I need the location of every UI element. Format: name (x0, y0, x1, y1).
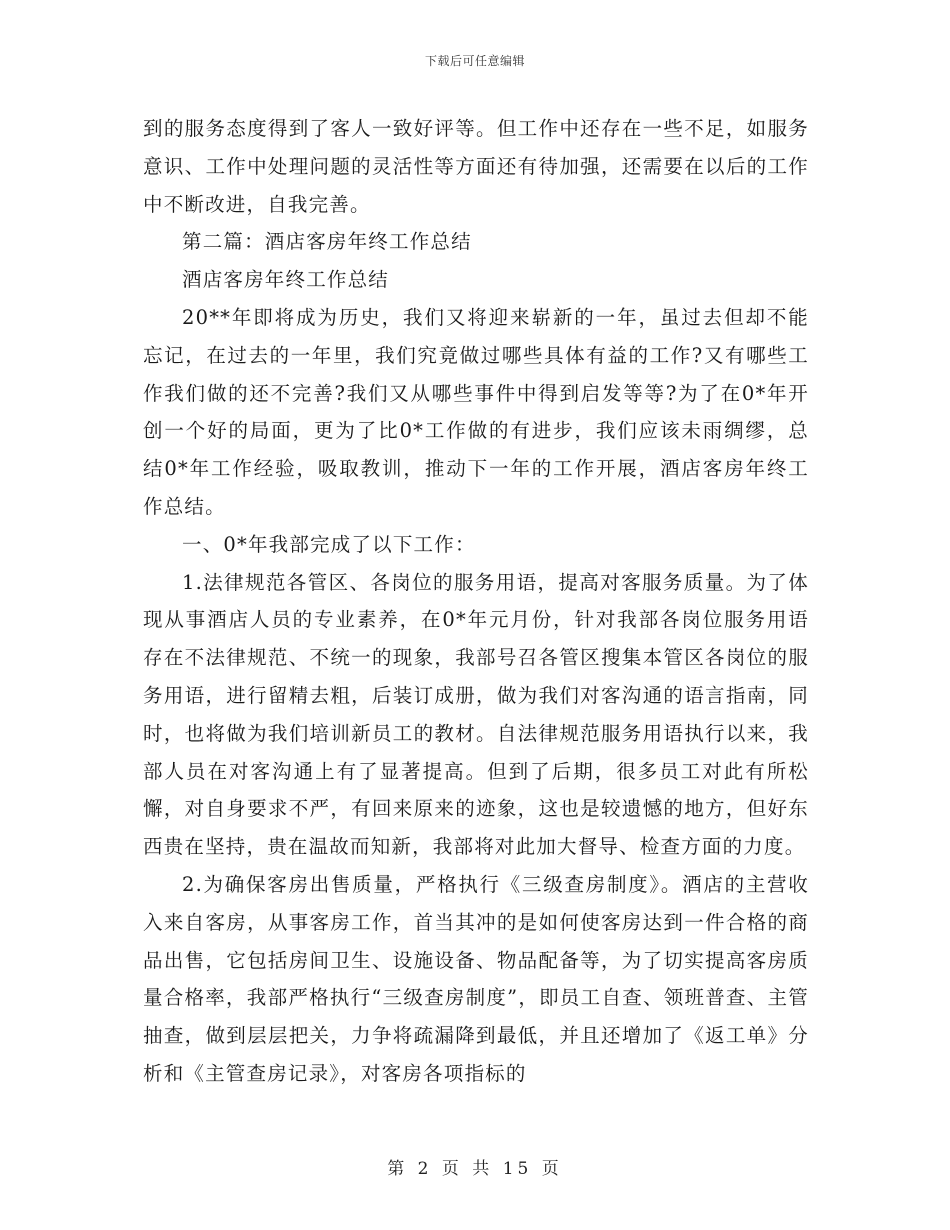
page-header: 下载后可任意编辑 (424, 54, 525, 68)
paragraph-continuation: 到的服务态度得到了客人一致好评等。但工作中还存在一些不足，如服务意识、工作中处理问题的灵活性等方面还有待加强，还需要在以后的工作中不断改进，自我完善。 (143, 117, 809, 216)
page-number: 第 2 页 共 15 页 (387, 1159, 563, 1179)
paragraph-item-2: 2.为确保客房出售质量，严格执行《三级查房制度》。酒店的主营收入来自客房，从事客房工作，首当其冲的是如何使客房达到一件合格的商品出售，它包括房间卫生、设施设备、物品配备等，为了切实提高客房质量合格率，我部严格执行“三级查房制度”，即员工自查、领班普查、主管抽查，做到层层把关，力争将疏漏降到最低，并且还增加了《返工单》分析和《主管查房记录》，对客房各项指标的 (143, 872, 809, 1085)
paragraph-item-1: 1.法律规范各管区、各岗位的服务用语，提高对客服务质量。为了体现从事酒店人员的专业素养，在0*年元月份，针对我部各岗位服务用语存在不法律规范、不统一的现象，我部号召各管区搜集本管区各岗位的服务用语，进行留精去粗，后装订成册，做为我们对客沟通的语言指南，同时，也将做为我们培训新员工的教材。自法律规范服务用语执行以来，我部人员在对客沟通上有了显著提高。但到了后期，很多员工对此有所松懈，对自身要求不严，有回来原来的迹象，这也是较遗憾的地方，但好东西贵在坚持，贵在温故而知新，我部将对此加大督导、检查方面的力度。 (143, 570, 809, 859)
paragraph-intro: 20**年即将成为历史，我们又将迎来崭新的一年，虽过去但却不能忘记，在过去的一年里，我们究竟做过哪些具体有益的工作?又有哪些工作我们做的还不完善?我们又从哪些事件中得到启发等等?为了在0*年开创一个好的局面，更为了比0*工作做的有进步，我们应该未雨绸缪，总结0*年工作经验，吸取教训，推动下一年的工作开展，酒店客房年终工作总结。 (143, 305, 809, 518)
article-title: 酒店客房年终工作总结 (182, 268, 390, 292)
document-body (143, 110, 809, 1093)
section-heading: 一、0*年我部完成了以下工作： (182, 532, 476, 556)
section-title: 第二篇：酒店客房年终工作总结 (182, 230, 472, 254)
